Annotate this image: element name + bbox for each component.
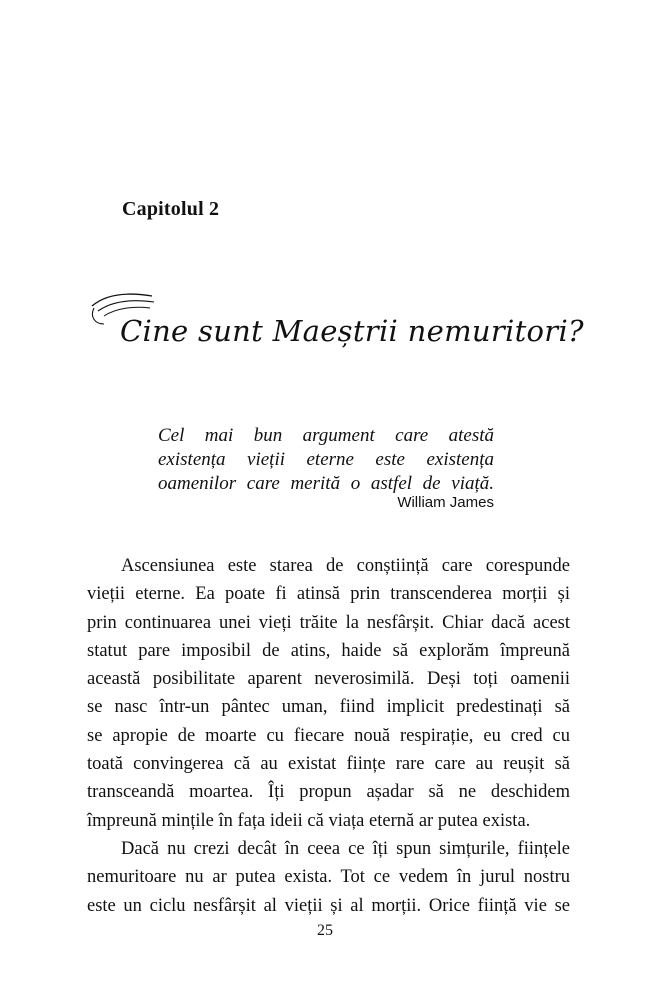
body-line: transceandă moartea. Îți propun așadar să ne deschidem <box>87 782 570 803</box>
page-number: 25 <box>317 922 333 939</box>
body-line: Ascensiunea este starea de conștiință care corespunde <box>121 556 570 576</box>
body-line: vieții eterne. Ea poate fi atinsă prin transcenderea morții și <box>87 584 570 605</box>
body-line: această posibilitate aparent neverosimilă. Deși toți oamenii <box>87 669 570 690</box>
chapter-label: Capitolul 2 <box>122 198 220 220</box>
body-line: este un ciclu nesfârșit al vieții și al morții. Orice ființă vie se <box>87 895 570 916</box>
epigraph-quote <box>158 424 494 496</box>
body-line: Dacă nu crezi decât în ceea ce îți spun simțurile, ființele <box>121 838 570 859</box>
body-line: se nasc într-un pântec uman, fiind implicit predestinați să <box>87 697 570 718</box>
body-line: împreună mințile în fața ideii că viața eternă ar putea exista. <box>87 810 531 831</box>
epigraph-line: oamenilor care merită o astfel de viață. <box>158 473 494 494</box>
chapter-title: Cine sunt Maeștrii nemuritori? <box>120 314 584 348</box>
body-line: nemuritoare nu ar putea exista. Tot ce vedem în jurul nostru <box>87 867 570 888</box>
body-text <box>87 552 570 920</box>
body-line: se apropie de moarte cu fiecare nouă respirație, eu cred cu <box>87 725 570 746</box>
epigraph-author: William James <box>397 494 494 511</box>
body-line: statut pare imposibil de atins, haide să explorăm împreună <box>87 640 570 661</box>
body-line: prin continuarea unei vieți trăite la nesfârșit. Chiar dacă acest <box>87 612 570 633</box>
epigraph-line: existența vieții eterne este existența <box>158 449 494 470</box>
epigraph-line: Cel mai bun argument care atestă <box>158 425 494 446</box>
body-line: toată convingerea că au existat ființe rare care au reușit să <box>87 754 570 775</box>
